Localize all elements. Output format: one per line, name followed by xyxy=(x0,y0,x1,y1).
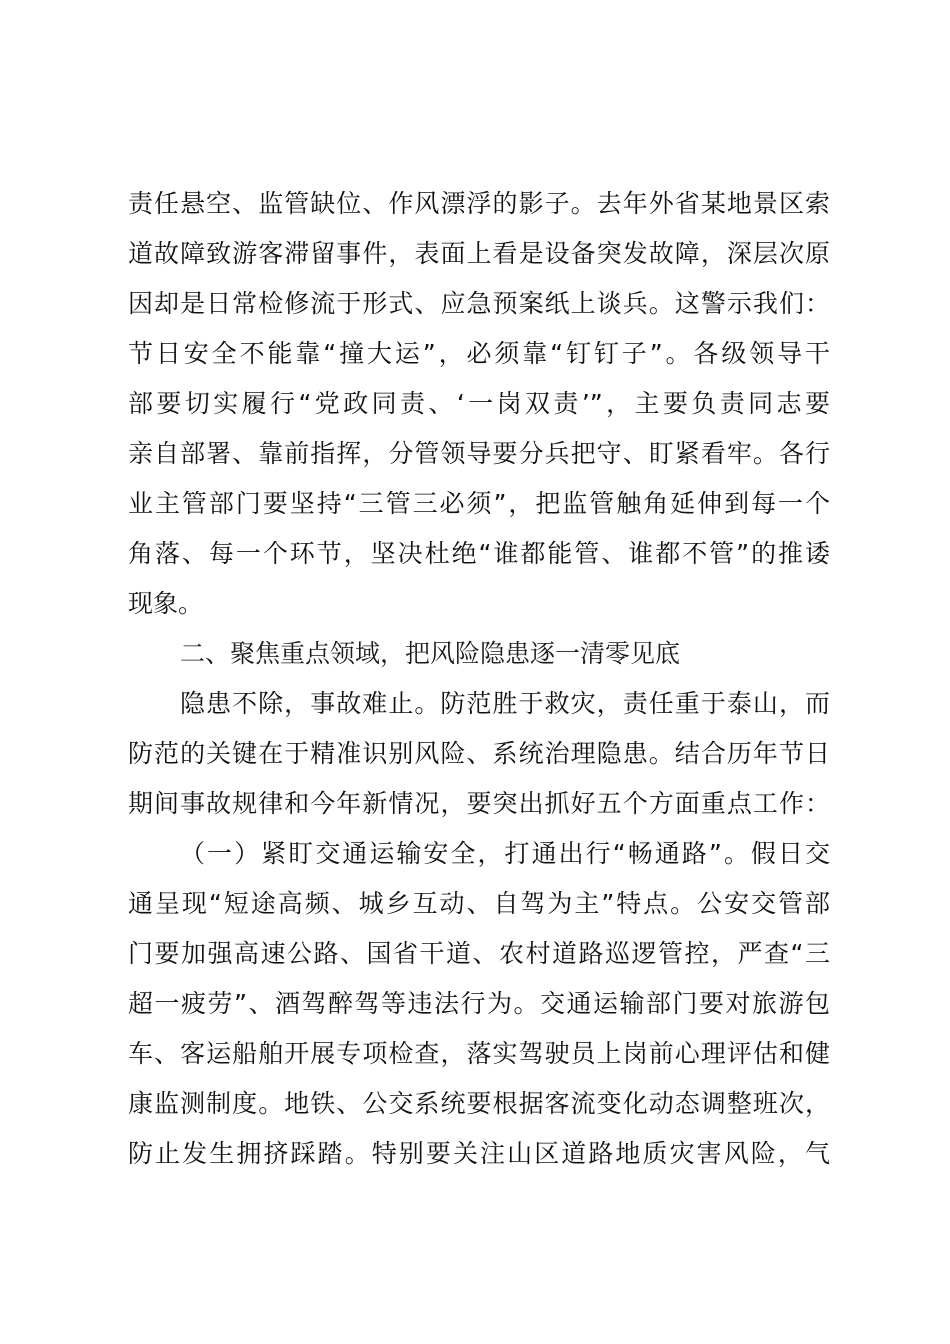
text-line: 超一疲劳”、酒驾醉驾等违法行为。交通运输部门要对旅游包 xyxy=(128,989,830,1018)
text-line: 期间事故规律和今年新情况，要突出抓好五个方面重点工作： xyxy=(128,789,830,818)
text-line: 道故障致游客滞留事件，表面上看是设备突发故障，深层次原 xyxy=(128,239,830,268)
text-line: 防止发生拥挤踩踏。特别要关注山区道路地质灾害风险，气 xyxy=(128,1139,830,1168)
text-line: 防范的关键在于精准识别风险、系统治理隐患。结合历年节日 xyxy=(128,739,830,768)
text-line: 康监测制度。地铁、公交系统要根据客流变化动态调整班次， xyxy=(128,1089,830,1118)
text-line: 门要加强高速公路、国省干道、农村道路巡逻管控，严查“三 xyxy=(128,939,830,968)
text-line: 业主管部门要坚持“三管三必须”，把监管触角延伸到每一个 xyxy=(128,489,830,518)
text-line: 角落、每一个环节，坚决杜绝“谁都能管、谁都不管”的推诿 xyxy=(128,539,830,568)
text-line: 现象。 xyxy=(128,589,204,618)
paragraph-first-line: 隐患不除，事故难止。防范胜于救灾，责任重于泰山，而 xyxy=(180,689,830,718)
text-line: 车、客运船舶开展专项检查，落实驾驶员上岗前心理评估和健 xyxy=(128,1039,830,1068)
text-line: 通呈现“短途高频、城乡互动、自驾为主”特点。公安交管部 xyxy=(128,889,830,918)
section-heading: 二、聚焦重点领域，把风险隐患逐一清零见底 xyxy=(180,639,681,668)
text-line: 亲自部署、靠前指挥，分管领导要分兵把守、盯紧看牢。各行 xyxy=(128,439,830,468)
subsection-first-line: （一）紧盯交通运输安全，打通出行“畅通路”。假日交 xyxy=(180,839,830,868)
text-line: 责任悬空、监管缺位、作风漂浮的影子。去年外省某地景区索 xyxy=(128,189,830,218)
text-line: 部要切实履行“党政同责、‘一岗双责’”，主要负责同志要 xyxy=(128,389,830,418)
text-line: 节日安全不能靠“撞大运”，必须靠“钉钉子”。各级领导干 xyxy=(128,339,830,368)
text-line: 因却是日常检修流于形式、应急预案纸上谈兵。这警示我们： xyxy=(128,289,830,318)
